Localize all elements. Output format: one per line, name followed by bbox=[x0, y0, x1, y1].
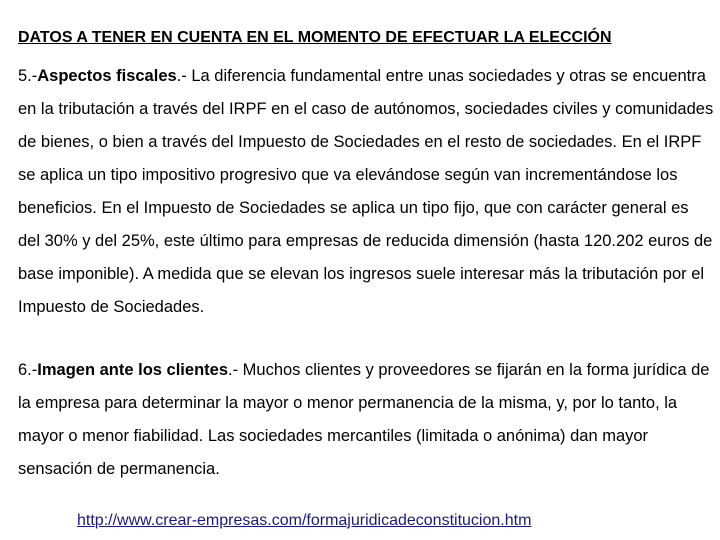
section-term: Imagen ante los clientes bbox=[37, 361, 228, 379]
paragraph-gap bbox=[18, 324, 714, 354]
section-client-image bbox=[18, 354, 714, 486]
section-number: 5.- bbox=[18, 67, 38, 85]
section-term: Aspectos fiscales bbox=[37, 67, 177, 85]
document-heading: DATOS A TENER EN CUENTA EN EL MOMENTO DE EFECTUAR LA ELECCIÓN bbox=[18, 29, 612, 46]
document-page bbox=[18, 28, 714, 486]
source-link[interactable]: http://www.crear-empresas.com/formajuridicadeconstitucion.htm bbox=[77, 512, 532, 529]
section-body: .- La diferencia fundamental entre unas sociedades y otras se encuentra en la tributación a través del IRPF en el caso de autónomos, sociedades civiles y comunidades de bienes, o bien a través del Impuesto de Sociedades en el resto de sociedades. En el IRPF se aplica un tipo impositivo progresivo que va elevándose según van incrementándose los beneficios. En el Impuesto de Sociedades se aplica un tipo fijo, que con carácter general es del 30% y del 25%, este último para empresas de reducida dimensión (hasta 120.202 euros de base imponible). A medida que se elevan los ingresos suele interesar más la tributación por el Impuesto de Sociedades. bbox=[18, 67, 714, 316]
section-number: 6.- bbox=[18, 361, 38, 379]
section-fiscal-aspects bbox=[18, 60, 714, 324]
section-body: .- Muchos clientes y proveedores se fijarán en la forma jurídica de la empresa para determinar la mayor o menor permanencia de la misma, y, por lo tanto, la mayor o menor fiabilidad. Las sociedades mercantiles (limitada o anónima) dan mayor sensación de permanencia. bbox=[18, 361, 710, 478]
